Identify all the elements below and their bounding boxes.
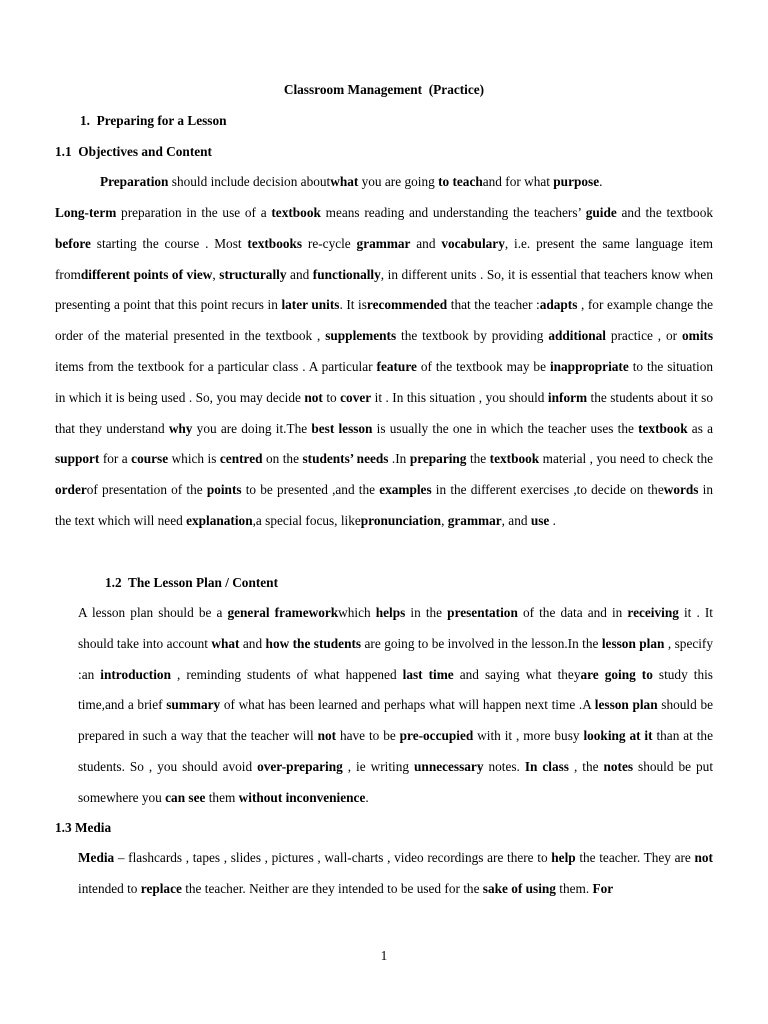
bold-term: words xyxy=(663,482,699,498)
text-run: in the different exercises ,to decide on the xyxy=(431,482,664,498)
paragraph-preparation xyxy=(100,167,720,198)
bold-term: general framework xyxy=(227,605,339,620)
text-run: material , you need to check the xyxy=(539,451,714,467)
bold-term: support xyxy=(55,451,100,467)
bold-term: pre-occupied xyxy=(399,728,474,744)
bold-term: Preparation xyxy=(100,174,169,189)
section-heading-1-2: 1.2 The Lesson Plan / Content xyxy=(105,575,279,590)
text-run: the textbook by providing xyxy=(396,328,549,344)
bold-term: textbook xyxy=(489,451,540,467)
section-heading-1-3: 1.3 Media xyxy=(55,820,112,835)
text-run: intended to xyxy=(78,880,141,896)
bold-term: sake of using xyxy=(482,880,556,896)
text-run: and xyxy=(239,635,266,651)
text-run: and saying what they xyxy=(453,666,581,682)
bold-term: receiving xyxy=(627,605,679,620)
text-run: it . In this situation , you should xyxy=(371,389,548,405)
text-run: means reading and understanding the teachers’ xyxy=(320,205,586,220)
text-run: to be presented ,and the xyxy=(241,482,380,498)
text-run: them xyxy=(205,789,239,805)
text-run: to the situation in which it is being used . So, you may decide xyxy=(55,358,714,405)
bold-term: preparing xyxy=(409,451,467,467)
text-run: it . It should take into account xyxy=(78,605,713,651)
section-heading-1-1: 1.1 Objectives and Content xyxy=(55,144,212,159)
bold-term: cover xyxy=(340,389,372,405)
text-run: you are doing it.The xyxy=(192,420,312,436)
text-run: to xyxy=(322,389,341,405)
bold-term: inappropriate xyxy=(549,358,629,374)
bold-term: recommended xyxy=(366,297,448,313)
text-run: , i.e. present the same language item from xyxy=(55,235,713,282)
text-run: and the textbook xyxy=(616,205,714,220)
text-run: re-cycle xyxy=(302,235,357,251)
bold-term: examples xyxy=(379,482,432,498)
bold-term: helps xyxy=(375,605,406,620)
text-run: the teacher. Neither are they intended to be used for the xyxy=(181,880,483,896)
text-run: and xyxy=(410,235,442,251)
bold-term: explanation xyxy=(186,512,253,528)
text-run: and xyxy=(286,266,313,282)
bold-term: why xyxy=(168,420,193,436)
bold-term: use xyxy=(530,512,550,528)
bold-term: before xyxy=(55,235,91,251)
text-run: should include decision about xyxy=(168,174,331,189)
text-run: , xyxy=(441,512,448,528)
text-run: the teacher. They are xyxy=(575,850,695,865)
bold-term: unnecessary xyxy=(414,758,484,774)
bold-term: grammar xyxy=(356,235,411,251)
bold-term: lesson plan xyxy=(601,635,665,651)
paragraph-long-term xyxy=(55,198,713,537)
bold-term: inform xyxy=(547,389,588,405)
text-run: items from the textbook for a particular class . A particular xyxy=(55,358,377,374)
bold-term: order xyxy=(55,482,87,498)
bold-term: supplements xyxy=(325,328,397,344)
bold-term: feature xyxy=(376,358,417,374)
bold-term: purpose xyxy=(553,174,600,189)
bold-term: In class xyxy=(524,758,569,774)
text-run: in the text which will need xyxy=(55,482,713,528)
text-run: ,a special focus, like xyxy=(252,512,361,528)
text-run: of what has been learned and perhaps what will happen next time .A xyxy=(220,697,595,713)
bold-term: notes xyxy=(603,758,634,774)
bold-term: points xyxy=(206,482,242,498)
text-run: , ie writing xyxy=(342,758,415,774)
page-title: Classroom Management (Practice) xyxy=(283,82,485,97)
text-run: . xyxy=(599,174,603,189)
bold-term: omits xyxy=(681,328,713,344)
text-run: , xyxy=(212,266,220,282)
bold-term: textbooks xyxy=(247,235,303,251)
text-run: of the data and in xyxy=(517,605,628,620)
bold-term: without inconvenience xyxy=(238,789,366,805)
bold-term: not xyxy=(304,389,323,405)
bold-term: textbook xyxy=(271,205,321,220)
bold-term: For xyxy=(592,880,614,896)
text-run: study this time,and a brief xyxy=(78,666,713,713)
text-run: is usually the one in which the teacher uses the xyxy=(372,420,639,436)
bold-term: vocabulary xyxy=(441,235,505,251)
text-run: for a xyxy=(99,451,132,467)
text-run: starting the course . Most xyxy=(90,235,248,251)
text-run: , specify :an xyxy=(78,635,714,682)
bold-term: last time xyxy=(402,666,454,682)
bold-term: over-preparing xyxy=(257,758,343,774)
text-run: , in different units . So, it is essential that teachers know when presenting a point that this point recurs in xyxy=(55,266,713,313)
text-run: – flashcards , tapes , slides , pictures , wall-charts , video recordings are there to xyxy=(114,850,552,865)
bold-term: structurally xyxy=(219,266,287,282)
bold-term: functionally xyxy=(312,266,381,282)
text-run: them. xyxy=(555,880,593,896)
bold-term: how the students xyxy=(265,635,362,651)
text-run: , the xyxy=(569,758,604,774)
bold-term: textbook xyxy=(638,420,688,436)
bold-term: introduction xyxy=(100,666,171,682)
bold-term: pronunciation xyxy=(360,512,442,528)
bold-term: best lesson xyxy=(311,420,373,436)
section-heading-1: 1. Preparing for a Lesson xyxy=(80,113,227,128)
page-number: 1 xyxy=(380,948,388,963)
paragraph-lesson-plan xyxy=(78,598,713,814)
text-run: should be put somewhere you xyxy=(78,758,714,805)
bold-term: what xyxy=(211,635,240,651)
bold-term: not xyxy=(694,850,713,865)
text-run: which xyxy=(338,605,376,620)
bold-term: guide xyxy=(585,205,617,220)
text-run: A lesson plan should be a xyxy=(78,605,228,620)
text-run: practice , or xyxy=(605,328,682,344)
bold-term: course xyxy=(131,451,169,467)
text-run: in the xyxy=(405,605,448,620)
bold-term: summary xyxy=(166,697,221,713)
bold-term: help xyxy=(551,850,576,865)
bold-term: presentation xyxy=(447,605,518,620)
bold-term: not xyxy=(317,728,337,744)
text-run: of presentation of the xyxy=(86,482,207,498)
text-run: and for what xyxy=(482,174,554,189)
text-run: you are going xyxy=(358,174,439,189)
bold-term: what xyxy=(330,174,359,189)
bold-term: can see xyxy=(165,789,206,805)
bold-term: are going to xyxy=(580,666,653,682)
bold-term: lesson plan xyxy=(594,697,658,713)
bold-term: centred xyxy=(219,451,263,467)
text-run: , reminding students of what happened xyxy=(170,666,403,682)
text-run: are going to be involved in the lesson.In the xyxy=(361,635,602,651)
text-run: , for example change the order of the material presented in the textbook , xyxy=(55,297,714,344)
text-run: the xyxy=(466,451,490,467)
text-run: with it , more busy xyxy=(473,728,584,744)
text-run: should be prepared in such a way that the teacher will xyxy=(78,697,713,744)
bold-term: grammar xyxy=(447,512,502,528)
bold-term: adapts xyxy=(539,297,578,313)
bold-term: looking at it xyxy=(583,728,653,744)
bold-term: Media xyxy=(78,850,115,865)
bold-term: additional xyxy=(548,328,606,344)
text-run: . xyxy=(365,789,369,805)
paragraph-media xyxy=(78,843,713,905)
text-run: the students about it so that they understand xyxy=(55,389,713,436)
text-run: of the textbook may be xyxy=(416,358,550,374)
text-run: notes. xyxy=(483,758,525,774)
text-run: on the xyxy=(262,451,303,467)
text-run: . xyxy=(549,512,556,528)
text-run: have to be xyxy=(336,728,400,744)
text-run: .In xyxy=(388,451,410,467)
text-run: . It is xyxy=(339,297,367,313)
bold-term: to teach xyxy=(438,174,483,189)
text-run: than at the students. So , you should avoid xyxy=(78,728,713,774)
bold-term: Long-term xyxy=(55,205,117,220)
text-run: as a xyxy=(687,420,713,436)
bold-term: students’ needs xyxy=(302,451,389,467)
text-run: preparation in the use of a xyxy=(116,205,272,220)
bold-term: later units xyxy=(281,297,340,313)
text-run: , and xyxy=(501,512,531,528)
text-run: that the teacher : xyxy=(447,297,540,313)
bold-term: replace xyxy=(140,880,182,896)
bold-term: different points of view xyxy=(80,266,213,282)
text-run: which is xyxy=(168,451,220,467)
